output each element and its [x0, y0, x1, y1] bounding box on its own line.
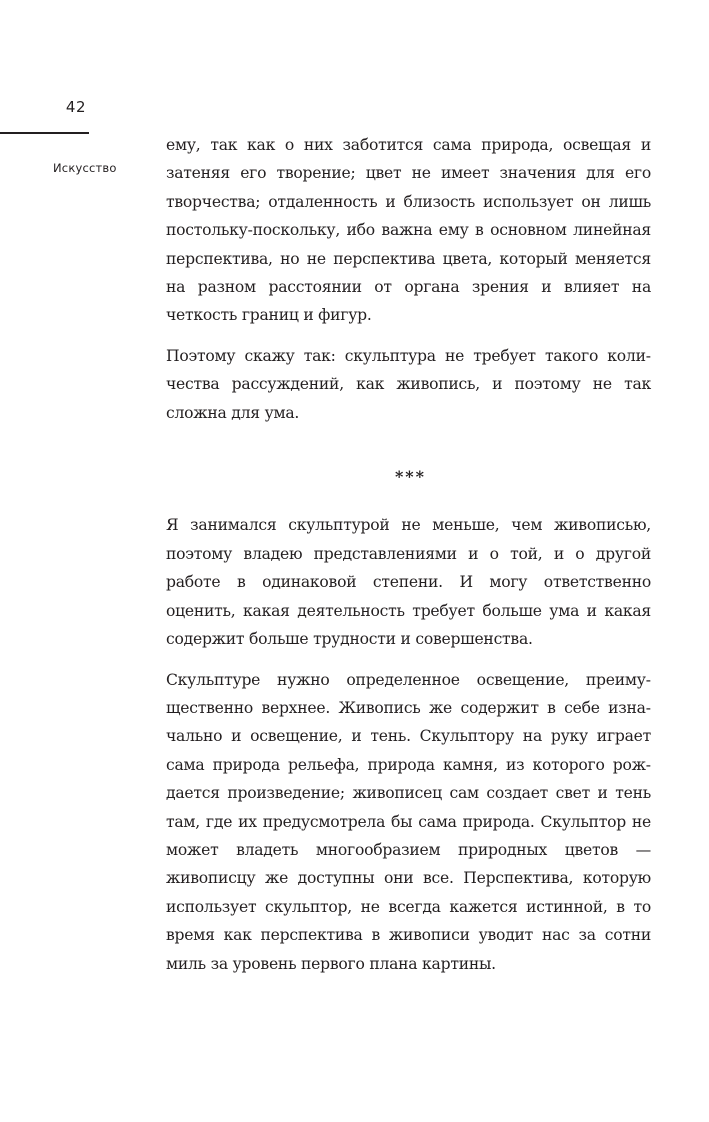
paragraph: Поэтому скажу так: скульптура не требует такого количества рассуждений, как живопись, и поэтому не так сложна для ума. [166, 346, 651, 422]
paragraph: Я занимался скульптурой не меньше, чем живописью, поэтому владею представлениями и о той, и о другой работе в одинаковой степени. И могу ответственно оценить, какая деятельность требует больше ума и какая содержит больше трудности и совершенства. [166, 516, 651, 649]
paragraph: Скульптуре нужно определенное освещение, преимущественно верхнее. Живопись же содержит в себе изначально и освещение, и тень. Скульптору на руку играет сама природа рельефа, природа камня, из которого рождается произведение; живописец сам создает свет и тень там, где их предусмотрела бы сама природа. Скульптор не может владеть многообразием природных цветов — живописцу же доступны они все. Перспектива, которую использует скульптор, не всегда кажется истинной, в то время как перспектива в живописи уводит нас за сотни миль за уровень первого плана картины. [166, 670, 651, 973]
page-number: 42 [65, 98, 86, 116]
section-separator: *** [394, 467, 427, 487]
paragraph: ему, так как о них заботится сама природа, освещая и затеняя его творение; цвет не имеет значения для его творчества; отдаленность и близость использует он лишь постольку-поскольку, ибо важна ему в основном линейная перспектива, но не перспектива цвета, который меняется на разном расстоянии от органа зрения и влияет на четкость границ и фигур. [166, 136, 651, 325]
body-text [166, 131, 651, 978]
header-rule [0, 132, 89, 134]
running-section-title: Искусство [53, 161, 117, 175]
